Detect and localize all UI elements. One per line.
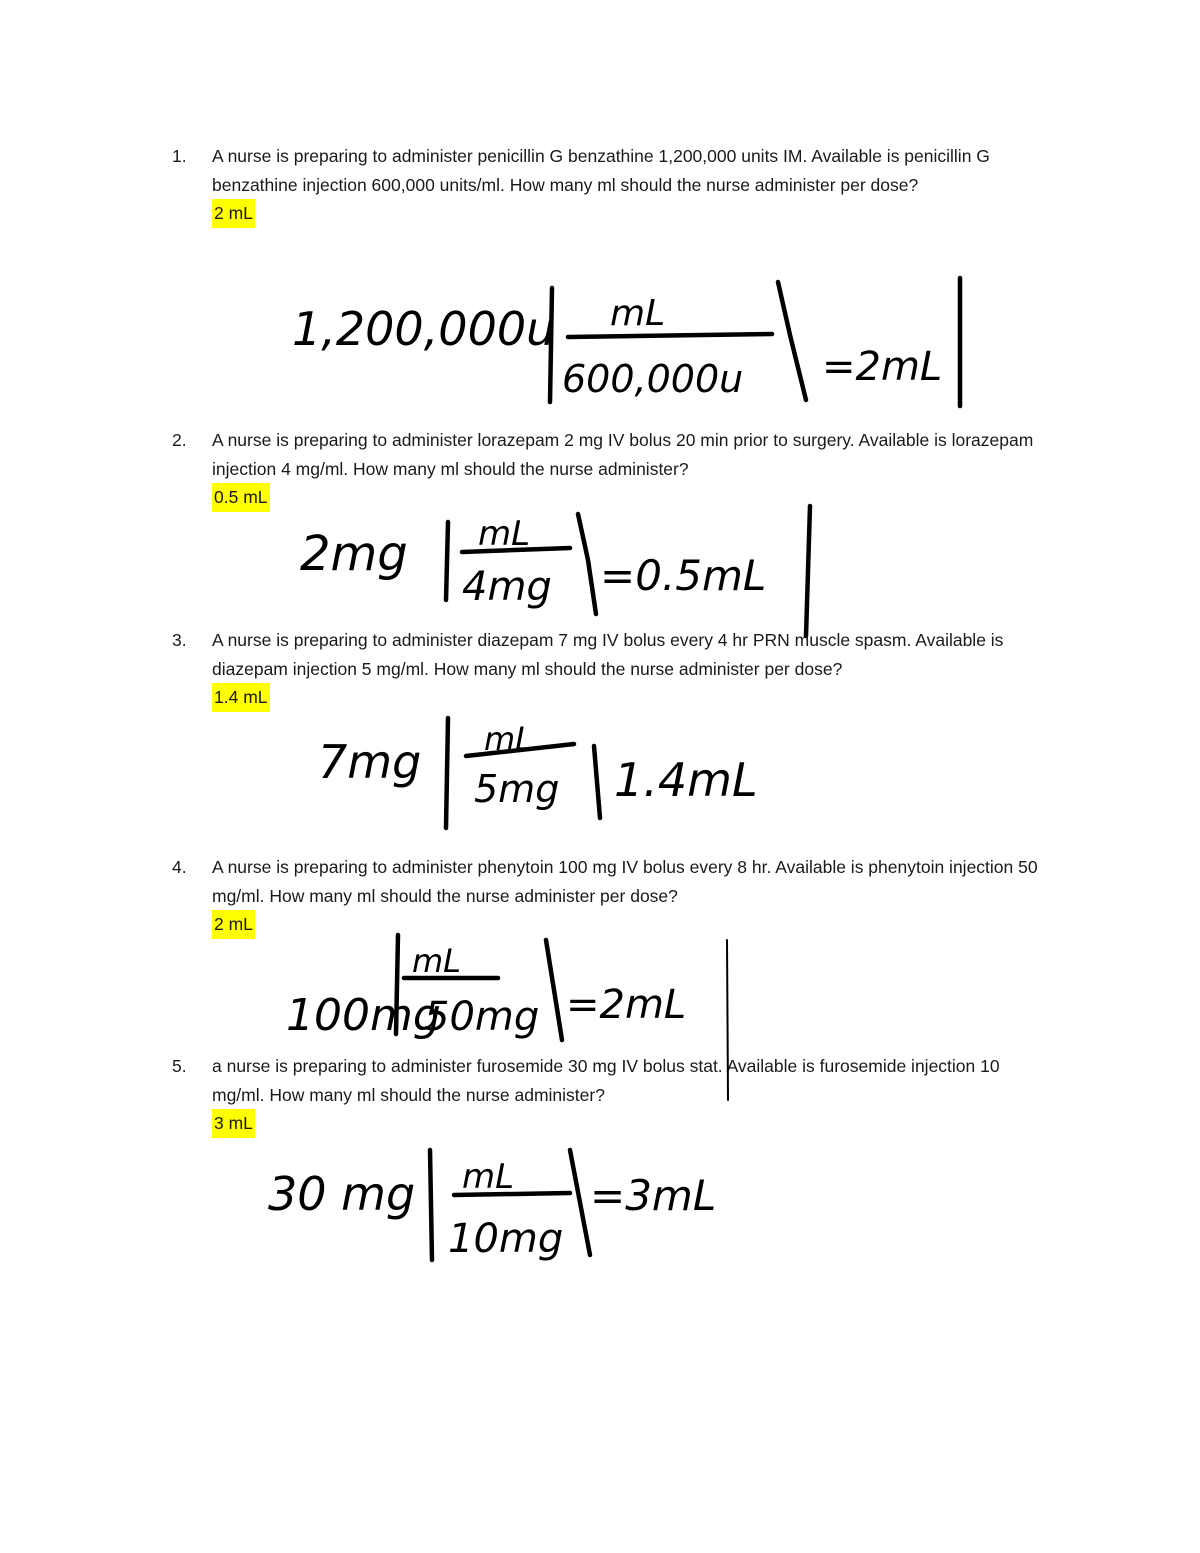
fraction-bar	[454, 1193, 570, 1195]
divider-line	[570, 1150, 590, 1255]
divider-line	[550, 288, 552, 402]
work-5	[268, 1150, 716, 1262]
answer-highlight: 0.5 mL	[212, 483, 270, 512]
question-text: A nurse is preparing to administer phenytoin 100 mg IV bolus every 8 hr. Available is phenytoin injection 50 mg/ml. How many ml should the nurse administer per dose?	[212, 857, 1038, 906]
work-denominator: 600,000u	[562, 357, 744, 401]
work-numerator: mL	[610, 293, 666, 334]
work-result: =3mL	[590, 1171, 717, 1220]
answer-highlight: 2 mL	[212, 910, 255, 939]
work-denominator: 4mg	[462, 564, 552, 610]
work-given: 7mg	[318, 735, 422, 789]
work-3	[318, 718, 758, 828]
work-result: =0.5mL	[600, 551, 767, 600]
problem-number: 1.	[172, 146, 187, 166]
divider-line	[594, 746, 600, 818]
work-numerator: mL	[478, 514, 531, 554]
problem-number: 2.	[172, 430, 187, 450]
divider-line	[430, 1150, 432, 1260]
work-numerator: mL	[484, 720, 533, 758]
divider-line	[727, 940, 728, 1100]
work-given: 100mg	[286, 990, 441, 1041]
question-text: A nurse is preparing to administer lorazepam 2 mg IV bolus 20 min prior to surgery. Available is lorazepam injection 4 mg/ml. How many ml should the nurse administer?	[212, 430, 1034, 479]
work-denominator: 50mg	[424, 994, 540, 1040]
question-text: A nurse is preparing to administer penicillin G benzathine 1,200,000 units IM. Available is penicillin G benzathine injection 600,000 units/ml. How many ml should the nurse administer per dose?	[212, 146, 990, 195]
work-given: 2mg	[300, 526, 408, 582]
work-result: =2mL	[822, 344, 943, 390]
work-numerator: mL	[412, 942, 461, 980]
problem-number: 5.	[172, 1056, 187, 1076]
work-given: 1,200,000u	[292, 302, 556, 356]
divider-line	[806, 506, 810, 636]
work-result: 1.4mL	[614, 753, 758, 807]
work-4	[286, 935, 728, 1100]
work-denominator: 10mg	[448, 1216, 564, 1262]
divider-line	[778, 282, 806, 400]
answer-highlight: 2 mL	[212, 199, 255, 228]
problem-number: 3.	[172, 630, 187, 650]
divider-line	[578, 514, 596, 614]
divider-line	[546, 940, 562, 1040]
work-2	[300, 506, 810, 636]
answer-highlight: 1.4 mL	[212, 683, 270, 712]
answer-highlight: 3 mL	[212, 1109, 255, 1138]
divider-line	[446, 718, 448, 828]
question-text: a nurse is preparing to administer furosemide 30 mg IV bolus stat. Available is furosemide injection 10 mg/ml. How many ml should the nurse administer?	[212, 1056, 1000, 1105]
work-given: 30 mg	[268, 1167, 416, 1221]
question-text: A nurse is preparing to administer diazepam 7 mg IV bolus every 4 hr PRN muscle spasm. Available is diazepam injection 5 mg/ml. How many ml should the nurse administer per dose?	[212, 630, 1004, 679]
work-result: =2mL	[566, 982, 687, 1028]
problem-number: 4.	[172, 857, 187, 877]
fraction-bar	[568, 334, 772, 337]
divider-line	[446, 522, 448, 600]
work-denominator: 5mg	[474, 767, 560, 811]
work-1	[292, 278, 960, 406]
divider-line	[396, 935, 398, 1034]
work-numerator: mL	[462, 1157, 515, 1197]
